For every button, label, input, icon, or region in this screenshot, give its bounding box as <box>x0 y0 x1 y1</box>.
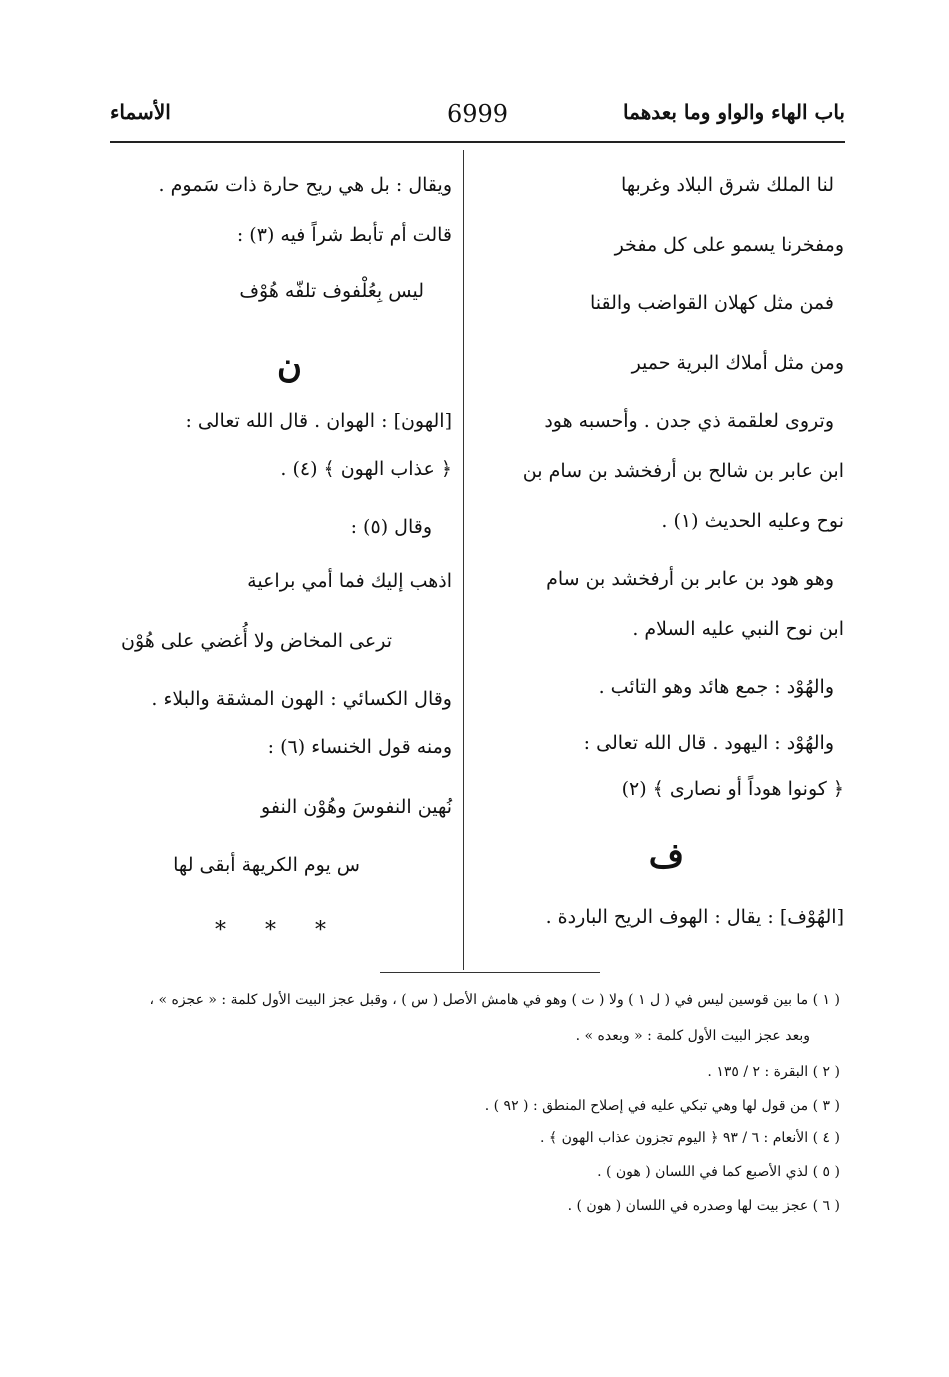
section-letter-nun: ن <box>277 346 302 386</box>
footnote-3: ( ٣ ) من قول لها وهي تبكي عليه في إصلاح المنطق : ( ٩٢ ) . <box>484 1098 840 1114</box>
verse-line: لنا الملك شرق البلاد وغربها <box>621 174 834 196</box>
verse-line: ومفخرنا يسمو على كل مفخر <box>614 234 844 256</box>
page-header <box>110 100 845 140</box>
text-line: قالت أم تأبط شراً فيه (٣) : <box>236 224 452 246</box>
verse-line: فمن مثل كهلان القواضب والقنا <box>589 292 834 314</box>
text-line: ومنه قول الخنساء (٦) : <box>267 736 452 758</box>
footnote-4: ( ٤ ) الأنعام : ٦ / ٩٣ ﴿ اليوم تجزون عذاب الهون ﴾ . <box>540 1130 840 1146</box>
verse-line: س يوم الكريهة أبقى لها <box>173 854 360 876</box>
text-line: نوح وعليه الحديث (١) . <box>661 510 844 532</box>
verse-line: اذهب إليك فما أمي براعية <box>247 570 452 592</box>
text-line: ويقال : بل هي ريح حارة ذات سَموم . <box>158 174 452 196</box>
quran-quote: ﴿ كونوا هوداً أو نصارى ﴾ (٢) <box>621 778 844 800</box>
footnote-1-cont: وبعد عجز البيت الأول كلمة : « وبعده » . <box>575 1028 810 1044</box>
text-line: والهُوْد : اليهود . قال الله تعالى : <box>583 732 834 754</box>
text-line: وتروى لعلقمة ذي جدن . وأحسبه هود <box>544 410 834 432</box>
verse-line: نُهين النفوسَ وهُوْن النفو <box>261 796 452 818</box>
text-line: وقال الكسائي : الهون المشقة والبلاء . <box>151 688 452 710</box>
text-line: وقال (٥) : <box>350 516 432 538</box>
page-number: 6999 <box>446 100 509 128</box>
text-line: وهو هود بن عابر بن أرفخشد بن سام <box>546 568 834 590</box>
footnote-6: ( ٦ ) عجز بيت لها وصدره في اللسان ( هون ) . <box>567 1198 840 1214</box>
text-line: ابن عابر بن شالح بن أرفخشد بن سام بن <box>522 460 844 482</box>
section-end-stars: * * * <box>215 918 342 943</box>
verse-line: ترعى المخاض ولا أُغضي على هُوْن <box>120 630 392 652</box>
verse-line: ومن مثل أملاك البرية حمير <box>631 352 844 374</box>
entry-line: [الهُوْف] : يقال : الهوف الريح الباردة . <box>545 906 844 928</box>
text-line: والهُوْد : جمع هائد وهو التائب . <box>598 676 834 698</box>
chapter-title: باب الهاء والواو وما بعدهما <box>623 100 845 124</box>
header-rule <box>110 141 845 143</box>
entry-line: [الهون] : الهوان . قال الله تعالى : <box>185 410 452 432</box>
section-letter-fa: ف <box>648 836 684 876</box>
footnote-5: ( ٥ ) لذي الأصبع كما في اللسان ( هون ) . <box>597 1164 840 1180</box>
footnote-1: ( ١ ) ما بين قوسين ليس في ( ل ١ ) ولا ( ت ) وهو في هامش الأصل ( س ) ، وقبل عجز البيت الأول كلمة : « عجزه » ، <box>149 992 840 1008</box>
footnote-rule <box>380 972 600 973</box>
column-divider <box>463 150 464 970</box>
verse-line: ليس بِعُلْفوف تلفّه هُوْف <box>239 280 424 302</box>
footnote-2: ( ٢ ) البقرة : ٢ / ١٣٥ . <box>707 1064 840 1080</box>
section-title: الأسماء <box>110 100 171 124</box>
quran-quote: ﴿ عذاب الهون ﴾ (٤) . <box>280 458 452 480</box>
text-line: ابن نوح النبي عليه السلام . <box>632 618 844 640</box>
